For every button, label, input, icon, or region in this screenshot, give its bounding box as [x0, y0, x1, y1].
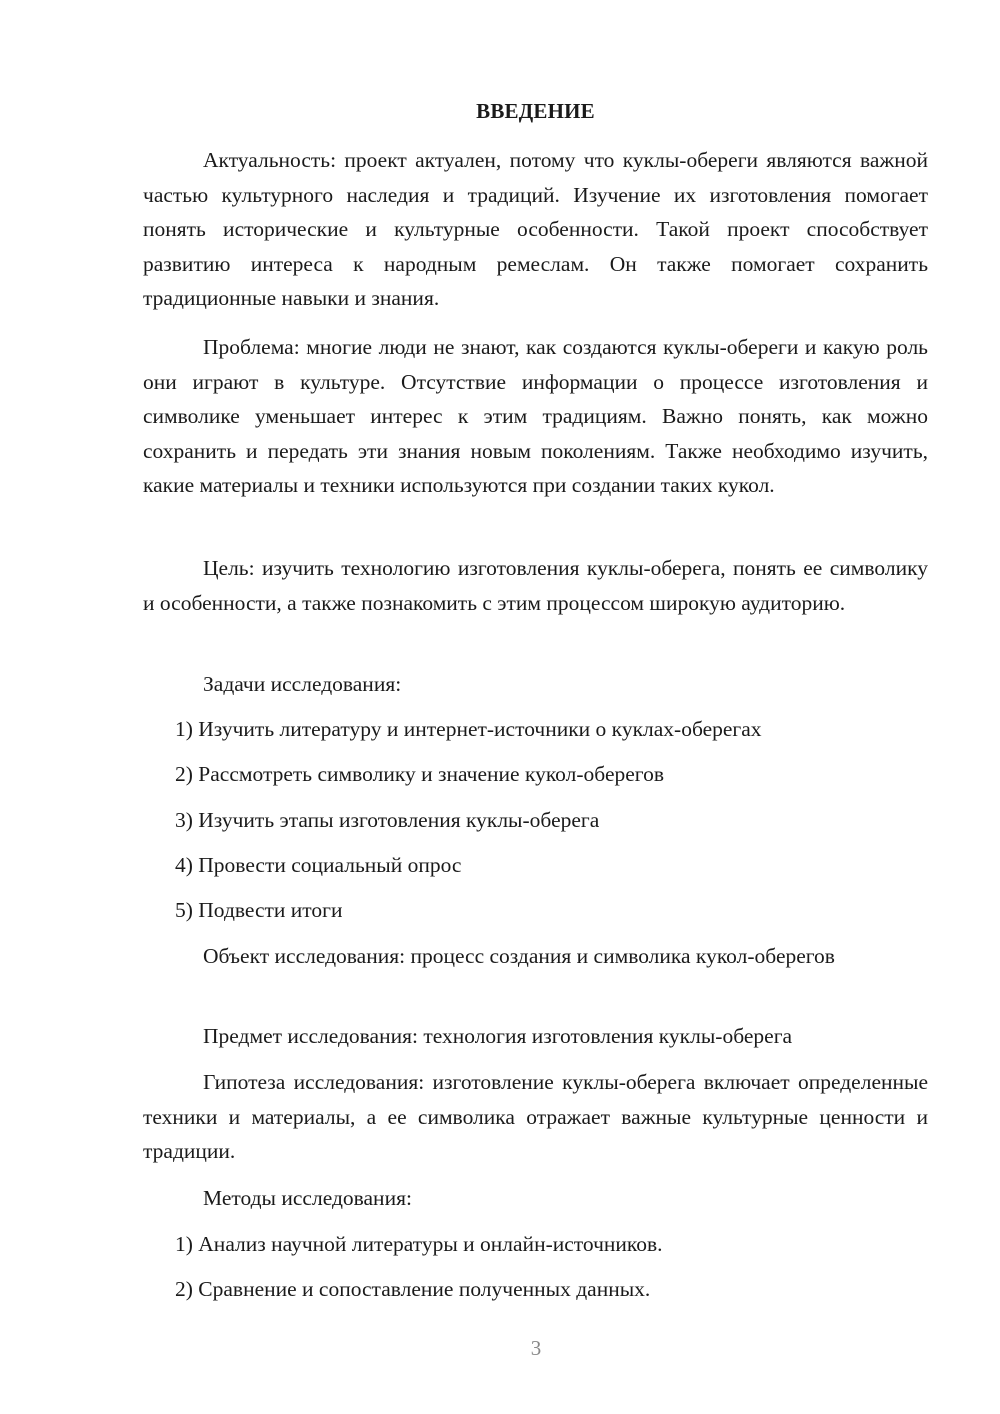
object-paragraph: Объект исследования: процесс создания и символика кукол-оберегов	[203, 944, 835, 968]
methods-title: Методы исследования:	[203, 1186, 412, 1210]
hypothesis-paragraph: Гипотеза исследования: изготовление куклы-оберега включает определенные техники и материалы, а ее символика отражает важные культурные ценности и традиции.	[143, 1070, 928, 1163]
tasks-title: Задачи исследования:	[203, 672, 402, 696]
task-item: 4) Провести социальный опрос	[175, 853, 462, 877]
task-item: 5) Подвести итоги	[175, 898, 343, 922]
goal-paragraph: Цель: изучить технологию изготовления куклы-оберега, понять ее символику и особенности, а также познакомить с этим процессом широкую аудиторию.	[143, 556, 928, 615]
subject-paragraph: Предмет исследования: технология изготовления куклы-оберега	[203, 1024, 793, 1048]
task-item: 1) Изучить литературу и интернет-источники о куклах-оберегах	[175, 717, 762, 741]
method-item: 1) Анализ научной литературы и онлайн-источников.	[175, 1232, 663, 1256]
relevance-paragraph: Актуальность: проект актуален, потому что куклы-обереги являются важной частью культурного наследия и традиций. Изучение их изготовления помогает понять исторические и культурные особенности. Такой проект способствует развитию интереса к народным ремеслам. Он также помогает сохранить традиционные навыки и знания.	[143, 148, 928, 310]
problem-paragraph: Проблема: многие люди не знают, как создаются куклы-обереги и какую роль они играют в культуре. Отсутствие информации о процессе изготовления и символике уменьшает интерес к этим традициям. Важно понять, как можно сохранить и передать эти знания новым поколениям. Также необходимо изучить, какие материалы и техники используются при создании таких кукол.	[143, 335, 928, 497]
section-heading: ВВЕДЕНИЕ	[476, 99, 595, 123]
page-number: 3	[530, 1336, 542, 1360]
method-item: 2) Сравнение и сопоставление полученных данных.	[175, 1277, 651, 1301]
task-item: 2) Рассмотреть символику и значение кукол-оберегов	[175, 762, 664, 786]
task-item: 3) Изучить этапы изготовления куклы-оберега	[175, 808, 600, 832]
